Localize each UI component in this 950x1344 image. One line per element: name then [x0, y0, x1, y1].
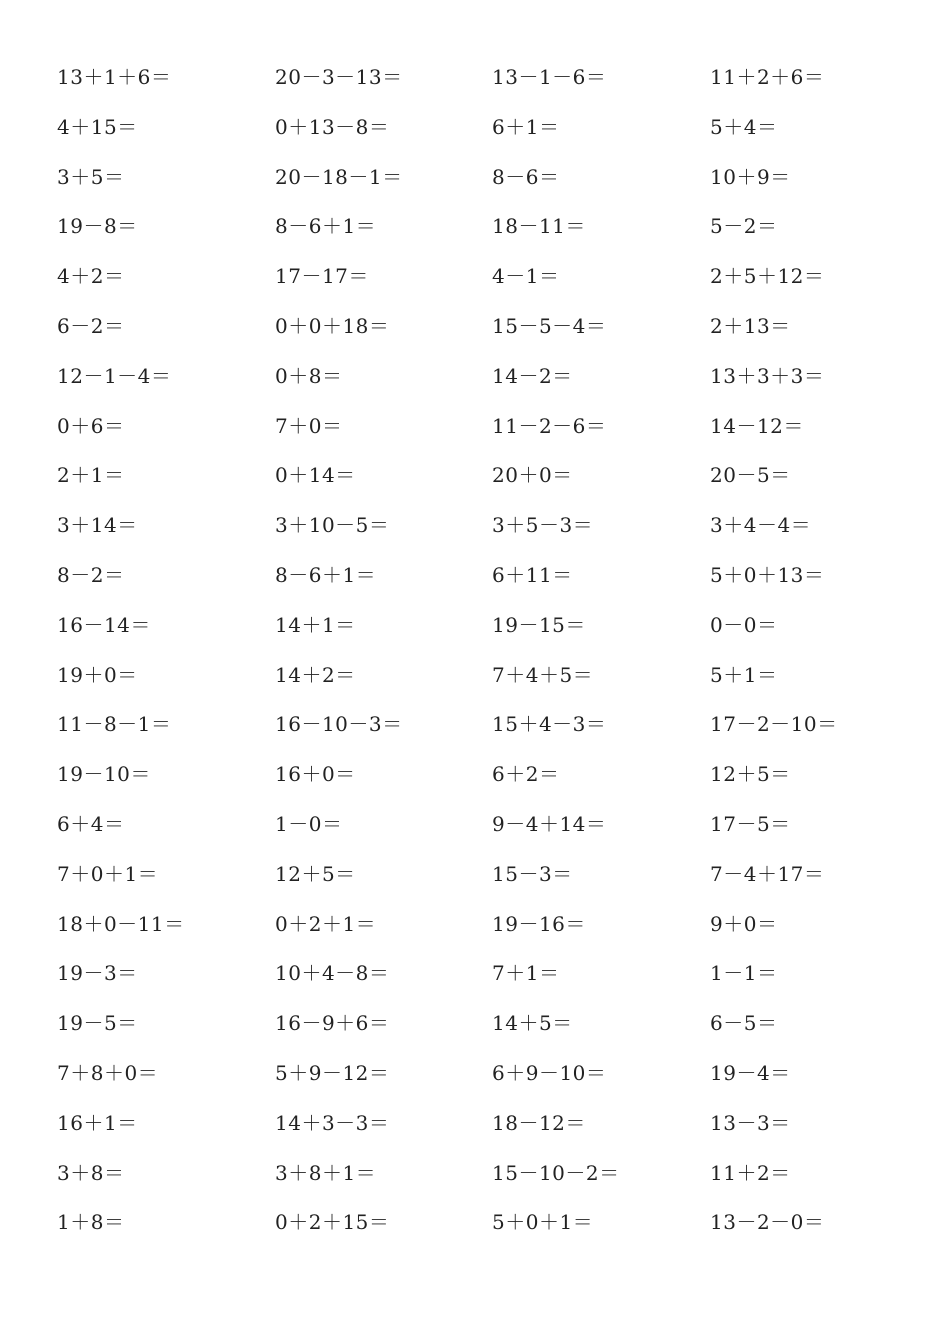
math-problem: 13－3＝ [710, 1110, 791, 1135]
math-problem: 7－4＋17＝ [710, 861, 825, 886]
math-problem: 7＋0＋1＝ [57, 861, 159, 886]
math-problem: 20－3－13＝ [275, 65, 403, 89]
math-problem: 3＋5＝ [57, 164, 125, 189]
math-problem: 20－5＝ [710, 463, 791, 488]
math-problem: 4＋15＝ [57, 114, 138, 139]
math-problem: 7＋8＋0＝ [57, 1060, 159, 1085]
math-problem: 5＋0＋13＝ [710, 562, 825, 587]
math-problem: 15－10－2＝ [492, 1160, 620, 1185]
math-problem: 7＋4＋5＝ [492, 662, 594, 687]
math-problem: 14＋5＝ [492, 1011, 573, 1036]
math-problem: 6－5＝ [710, 1011, 778, 1036]
math-problem: 6＋4＝ [57, 811, 125, 836]
math-problem: 18－12＝ [492, 1110, 586, 1135]
math-problem: 3＋4－4＝ [710, 513, 812, 538]
math-problem: 6－2＝ [57, 313, 125, 338]
math-problem: 19－4＝ [710, 1060, 791, 1085]
math-problem: 3＋8＋1＝ [275, 1160, 377, 1185]
math-problem: 16＋1＝ [57, 1110, 138, 1135]
math-problem: 12＋5＝ [710, 762, 791, 787]
math-problem: 18＋0－11＝ [57, 911, 185, 936]
math-problem: 2＋13＝ [710, 313, 791, 338]
math-problem: 14＋2＝ [275, 662, 356, 687]
math-problem: 3＋14＝ [57, 513, 138, 538]
math-problem: 5－2＝ [710, 214, 778, 239]
math-problem: 11＋2＋6＝ [710, 65, 825, 89]
math-problem: 16－14＝ [57, 612, 151, 637]
math-problem: 9－4＋14＝ [492, 811, 607, 836]
math-problem: 4＋2＝ [57, 264, 125, 289]
math-problem: 8－6＋1＝ [275, 562, 377, 587]
math-problem: 10＋4－8＝ [275, 961, 390, 986]
math-problem: 0＋8＝ [275, 363, 343, 388]
math-problem: 2＋1＝ [57, 463, 125, 488]
math-problem: 13－2－0＝ [710, 1210, 825, 1235]
math-problem: 0＋13－8＝ [275, 114, 390, 139]
math-problem: 2＋5＋12＝ [710, 264, 825, 289]
math-problem: 6＋1＝ [492, 114, 560, 139]
math-problem: 17－5＝ [710, 811, 791, 836]
math-problem: 8－6＋1＝ [275, 214, 377, 239]
math-problem: 6＋9－10＝ [492, 1060, 607, 1085]
math-problem: 11－2－6＝ [492, 413, 607, 438]
math-problem: 6＋2＝ [492, 762, 560, 787]
math-problem: 3＋8＝ [57, 1160, 125, 1185]
math-problem: 20－18－1＝ [275, 164, 403, 189]
math-problem: 5＋0＋1＝ [492, 1210, 594, 1235]
math-problem: 0＋2＋15＝ [275, 1210, 390, 1235]
math-problem: 0＋6＝ [57, 413, 125, 438]
math-problem: 14－12＝ [710, 413, 804, 438]
math-problem: 19－3＝ [57, 961, 138, 986]
math-problem: 1－0＝ [275, 811, 343, 836]
math-problem: 10＋9＝ [710, 164, 791, 189]
math-problem: 4－1＝ [492, 264, 560, 289]
math-problem: 13－1－6＝ [492, 65, 607, 89]
math-problem: 5＋9－12＝ [275, 1060, 390, 1085]
problem-grid [57, 53, 917, 1248]
math-problem: 8－6＝ [492, 164, 560, 189]
math-problem: 9＋0＝ [710, 911, 778, 936]
math-problem: 11－8－1＝ [57, 712, 172, 737]
math-problem: 0－0＝ [710, 612, 778, 637]
math-problem: 14＋1＝ [275, 612, 356, 637]
math-problem: 7＋1＝ [492, 961, 560, 986]
math-problem: 19＋0＝ [57, 662, 138, 687]
math-problem: 16＋0＝ [275, 762, 356, 787]
math-problem: 14＋3－3＝ [275, 1110, 390, 1135]
math-problem: 15－3＝ [492, 861, 573, 886]
math-problem: 5＋4＝ [710, 114, 778, 139]
math-problem: 15－5－4＝ [492, 313, 607, 338]
math-problem: 3＋5－3＝ [492, 513, 594, 538]
math-problem: 14－2＝ [492, 363, 573, 388]
math-problem: 16－9＋6＝ [275, 1011, 390, 1036]
math-problem: 7＋0＝ [275, 413, 343, 438]
math-problem: 0＋14＝ [275, 463, 356, 488]
math-problem: 13＋3＋3＝ [710, 363, 825, 388]
math-problem: 19－5＝ [57, 1011, 138, 1036]
math-problem: 19－15＝ [492, 612, 586, 637]
math-problem: 18－11＝ [492, 214, 586, 239]
math-problem: 3＋10－5＝ [275, 513, 390, 538]
math-problem: 19－8＝ [57, 214, 138, 239]
math-problem: 5＋1＝ [710, 662, 778, 687]
math-problem: 1－1＝ [710, 961, 778, 986]
math-problem: 1＋8＝ [57, 1210, 125, 1235]
math-problem: 12－1－4＝ [57, 363, 172, 388]
math-problem: 0＋0＋18＝ [275, 313, 390, 338]
math-problem: 17－2－10＝ [710, 712, 838, 737]
math-problem: 11＋2＝ [710, 1160, 791, 1185]
math-problem: 16－10－3＝ [275, 712, 403, 737]
math-problem: 20＋0＝ [492, 463, 573, 488]
math-problem: 19－16＝ [492, 911, 586, 936]
math-problem: 0＋2＋1＝ [275, 911, 377, 936]
math-problem: 6＋11＝ [492, 562, 573, 587]
math-problem: 15＋4－3＝ [492, 712, 607, 737]
math-problem: 19－10＝ [57, 762, 151, 787]
math-problem: 17－17＝ [275, 264, 369, 289]
math-problem: 12＋5＝ [275, 861, 356, 886]
math-problem: 13＋1＋6＝ [57, 65, 172, 89]
math-problem: 8－2＝ [57, 562, 125, 587]
